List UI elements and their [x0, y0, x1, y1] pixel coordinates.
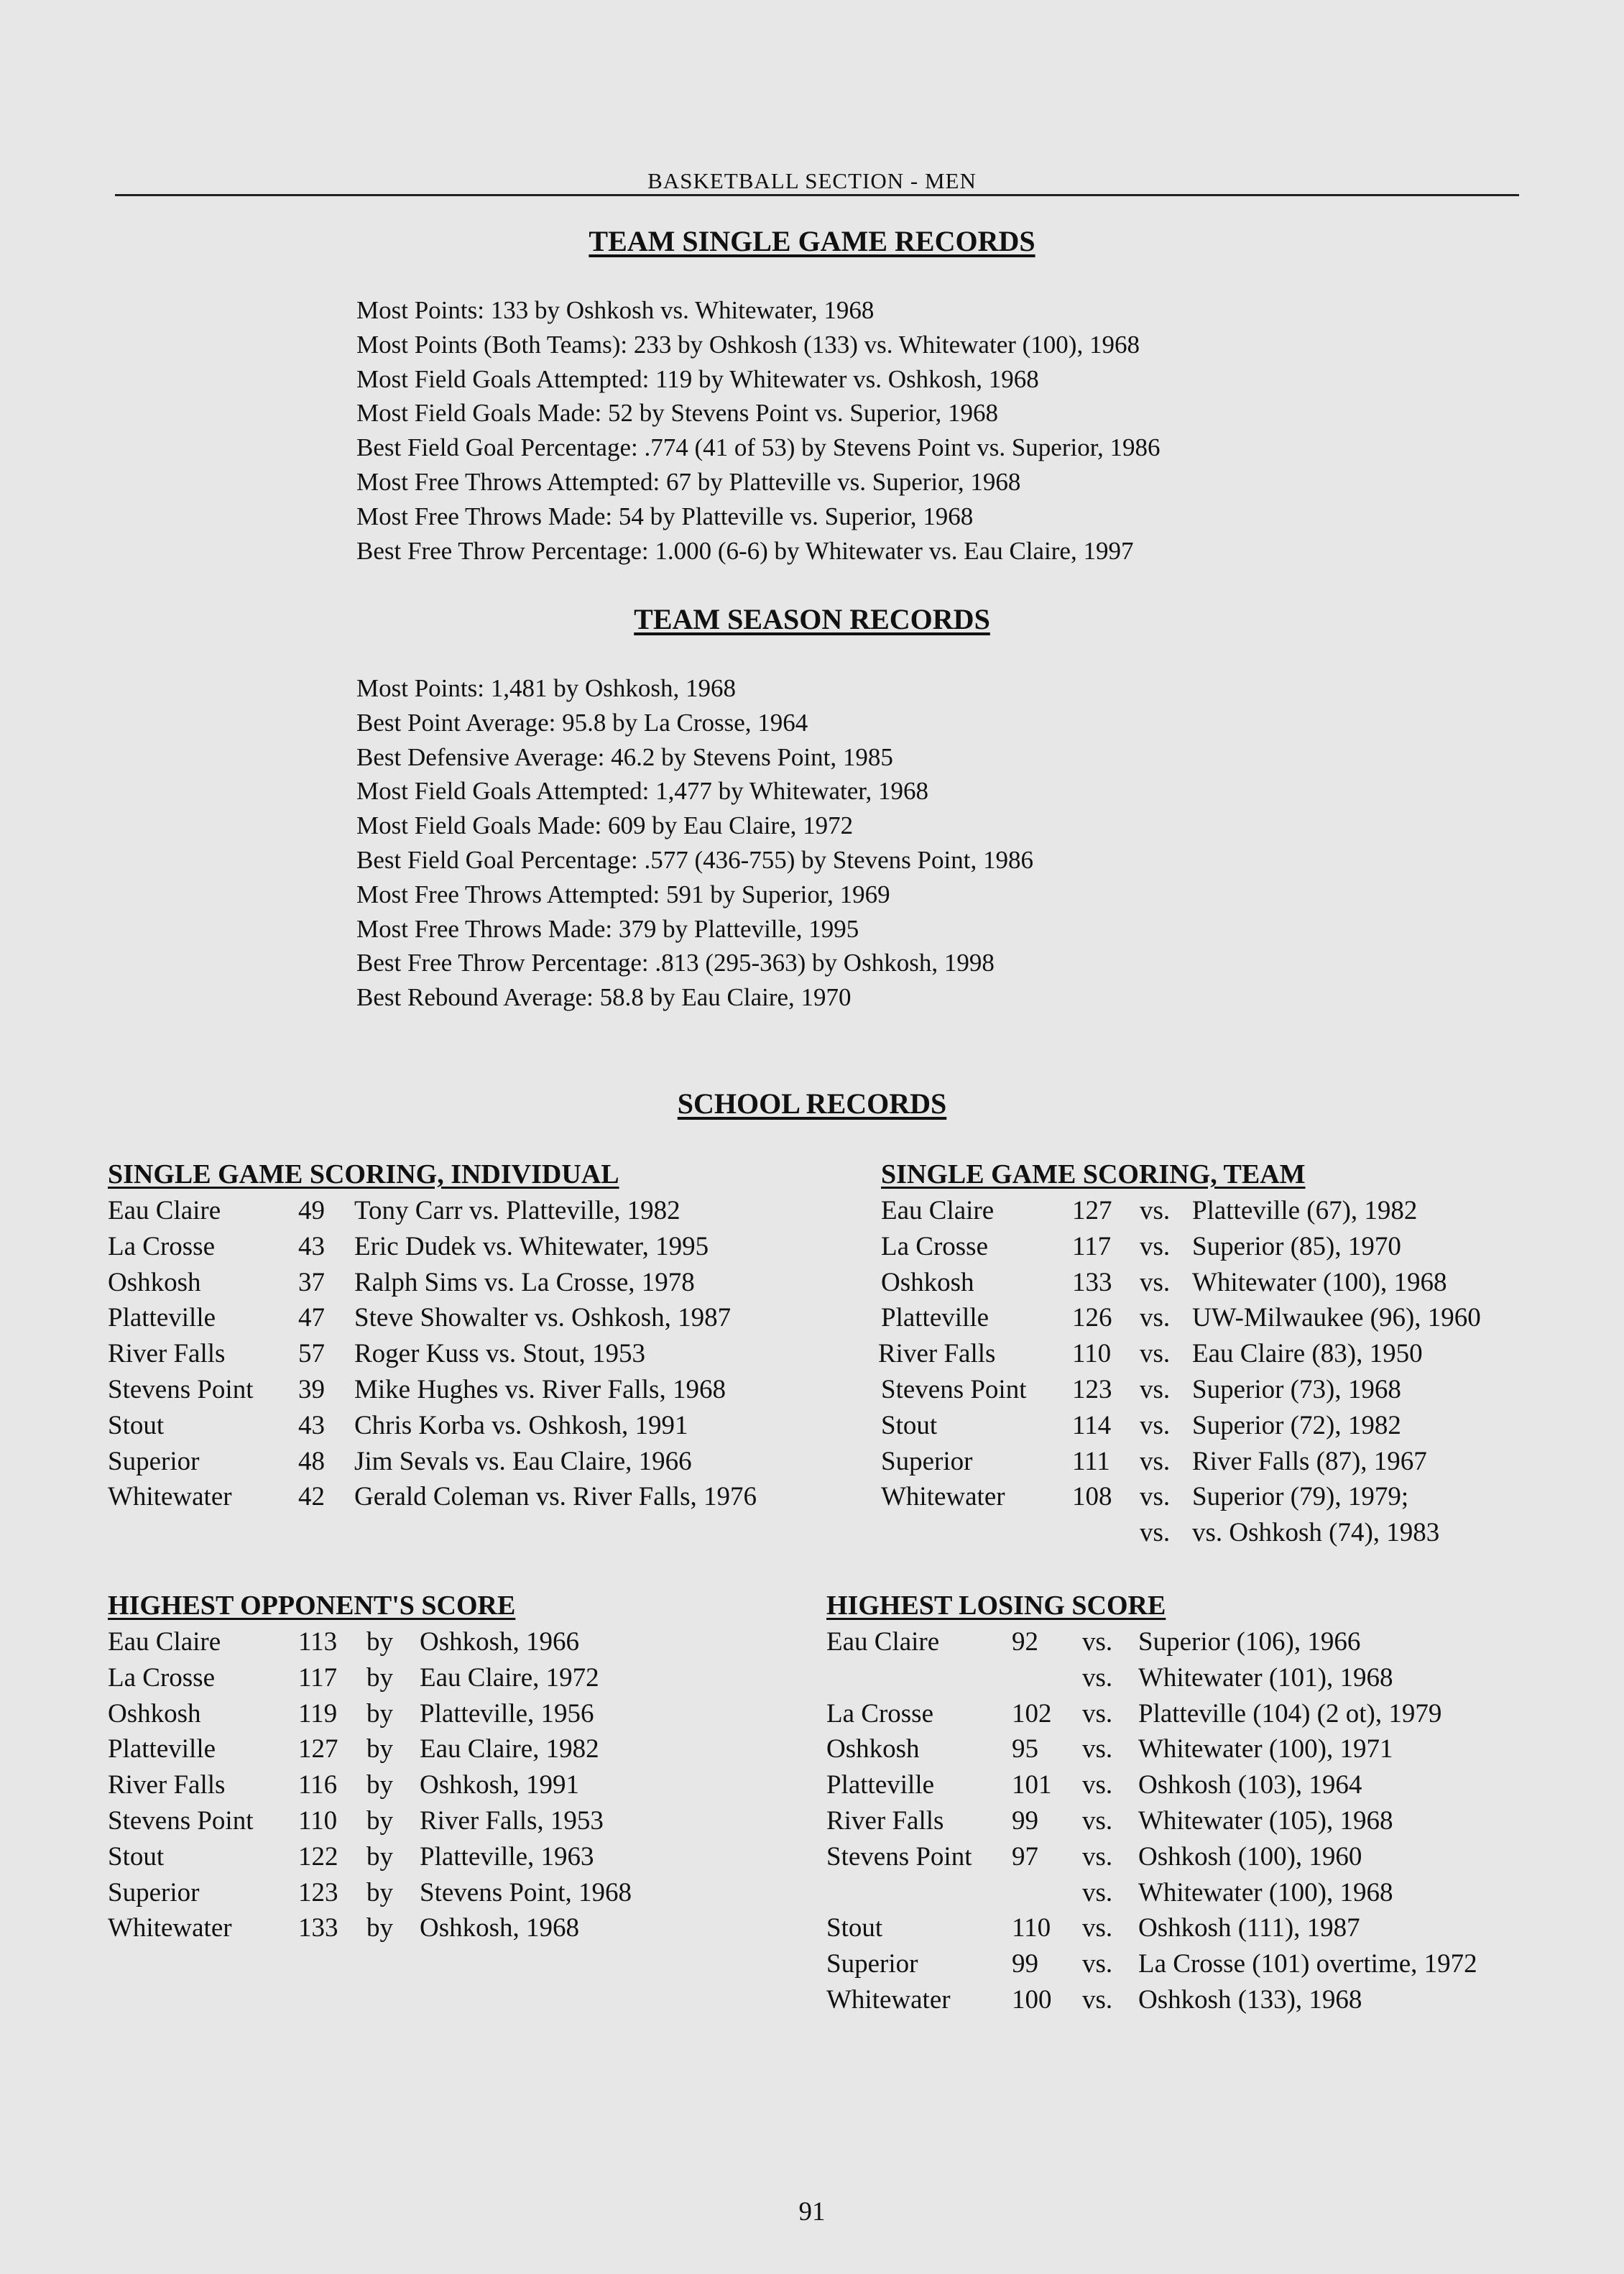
table-row	[108, 1229, 869, 1265]
vs-cell: vs.	[1082, 1877, 1113, 1907]
opponent-cell: Platteville (67), 1982	[1192, 1196, 1418, 1225]
record-line: Most Field Goals Attempted: 1,477 by Whitewater, 1968	[356, 777, 929, 806]
points-cell: 37	[298, 1267, 325, 1297]
table-row	[108, 1875, 826, 1911]
vs-cell: vs.	[1140, 1482, 1171, 1512]
score-cell: 114	[1072, 1410, 1112, 1440]
table-row	[108, 1444, 869, 1480]
table-row	[826, 1731, 1595, 1767]
opponent-cell: Eau Claire, 1972	[420, 1662, 599, 1693]
table-row	[826, 1803, 1595, 1839]
highest-losing-score-title: HIGHEST LOSING SCORE	[826, 1591, 1166, 1621]
table-row	[878, 1479, 1597, 1515]
highest-losing-score-table	[826, 1624, 1595, 2018]
school-cell: Stevens Point	[881, 1374, 1027, 1404]
record-line: Most Free Throws Made: 54 by Platteville vs. Superior, 1968	[356, 502, 974, 530]
vs-cell: vs.	[1140, 1518, 1171, 1548]
table-row	[878, 1300, 1597, 1336]
school-cell: La Crosse	[826, 1698, 933, 1728]
table-row	[108, 1839, 826, 1875]
section-label: BASKETBALL SECTION - MEN	[647, 168, 977, 193]
record-line: Most Field Goals Made: 609 by Eau Claire, 1972	[356, 811, 854, 840]
opponent-cell: Oshkosh, 1968	[420, 1913, 580, 1943]
record-line: Best Field Goal Percentage: .774 (41 of 53) by Stevens Point vs. Superior, 1986	[356, 433, 1161, 462]
vs-cell: vs.	[1140, 1374, 1171, 1404]
header-rule	[115, 194, 1519, 196]
score-cell: 119	[298, 1698, 338, 1728]
score-cell: 101	[1012, 1770, 1052, 1800]
opponent-cell: UW-Milwaukee (96), 1960	[1192, 1303, 1481, 1333]
vs-cell: vs.	[1082, 1627, 1113, 1657]
record-line: Most Points: 133 by Oshkosh vs. Whitewater, 1968	[356, 296, 875, 324]
team-season-list	[356, 671, 1033, 1015]
score-cell: 117	[298, 1662, 338, 1693]
school-cell: Stout	[881, 1410, 938, 1440]
school-cell: Eau Claire	[108, 1627, 221, 1657]
points-cell: 57	[298, 1339, 325, 1369]
school-cell: River Falls	[108, 1770, 226, 1800]
score-cell: 97	[1012, 1841, 1038, 1872]
table-row	[826, 1875, 1595, 1911]
record-line: Best Rebound Average: 58.8 by Eau Claire, 1970	[356, 983, 852, 1012]
opponent-cell: Superior (73), 1968	[1192, 1374, 1401, 1404]
school-cell: Oshkosh	[108, 1698, 201, 1728]
score-cell: 92	[1012, 1627, 1038, 1657]
table-row	[826, 1624, 1595, 1660]
points-cell: 47	[298, 1303, 325, 1333]
opponent-cell: Oshkosh (103), 1964	[1138, 1770, 1362, 1800]
by-cell: by	[366, 1698, 393, 1728]
opponent-cell: Stevens Point, 1968	[420, 1877, 632, 1907]
points-cell: 43	[298, 1231, 325, 1261]
record-cell: Mike Hughes vs. River Falls, 1968	[354, 1374, 726, 1404]
opponent-cell: vs. Oshkosh (74), 1983	[1192, 1518, 1440, 1548]
vs-cell: vs.	[1082, 1841, 1113, 1872]
record-line: Best Free Throw Percentage: .813 (295-363) by Oshkosh, 1998	[356, 949, 995, 977]
score-cell: 111	[1072, 1446, 1110, 1476]
by-cell: by	[366, 1627, 393, 1657]
vs-cell: vs.	[1140, 1267, 1171, 1297]
vs-cell: vs.	[1140, 1231, 1171, 1261]
score-cell: 108	[1072, 1482, 1112, 1512]
school-cell: Platteville	[826, 1770, 935, 1800]
table-row	[108, 1193, 869, 1229]
table-row	[108, 1336, 869, 1372]
score-cell: 117	[1072, 1231, 1112, 1261]
opponent-cell: Oshkosh, 1991	[420, 1770, 580, 1800]
team-single-game-list	[356, 293, 1160, 568]
score-cell: 123	[298, 1877, 338, 1907]
school-cell: Platteville	[108, 1303, 216, 1333]
opponent-cell: River Falls (87), 1967	[1192, 1446, 1427, 1476]
school-cell: Stout	[826, 1913, 883, 1943]
table-row	[826, 1839, 1595, 1875]
table-row	[878, 1193, 1597, 1229]
score-cell: 122	[298, 1841, 338, 1872]
school-cell: Platteville	[108, 1734, 216, 1764]
score-cell: 110	[298, 1805, 338, 1836]
school-cell: Stevens Point	[826, 1841, 972, 1872]
school-cell: Eau Claire	[108, 1196, 221, 1225]
score-cell: 113	[298, 1627, 338, 1657]
score-cell: 100	[1012, 1984, 1052, 2015]
school-cell: Superior	[108, 1446, 200, 1476]
vs-cell: vs.	[1082, 1662, 1113, 1693]
record-line: Most Field Goals Made: 52 by Stevens Point vs. Superior, 1968	[356, 399, 999, 428]
points-cell: 43	[298, 1410, 325, 1440]
school-cell: Superior	[108, 1877, 200, 1907]
school-cell: Oshkosh	[108, 1267, 201, 1297]
table-row	[878, 1372, 1597, 1408]
score-cell: 127	[298, 1734, 338, 1764]
school-cell: Whitewater	[881, 1482, 1005, 1512]
opponent-cell: Superior (106), 1966	[1138, 1627, 1361, 1657]
vs-cell: vs.	[1082, 1805, 1113, 1836]
record-cell: Chris Korba vs. Oshkosh, 1991	[354, 1410, 688, 1440]
table-row	[826, 1660, 1595, 1696]
table-row	[108, 1624, 826, 1660]
school-cell: Stout	[108, 1841, 165, 1872]
opponent-cell: Oshkosh, 1966	[420, 1627, 580, 1657]
score-cell: 126	[1072, 1303, 1112, 1333]
table-row	[878, 1515, 1597, 1551]
by-cell: by	[366, 1662, 393, 1693]
school-cell: Superior	[826, 1949, 918, 1979]
table-row	[108, 1408, 869, 1444]
school-cell: River Falls	[108, 1339, 226, 1369]
highest-opponent-score-table	[108, 1624, 826, 1946]
opponent-cell: Platteville, 1963	[420, 1841, 594, 1872]
opponent-cell: Superior (79), 1979;	[1192, 1482, 1409, 1512]
by-cell: by	[366, 1877, 393, 1907]
record-cell: Jim Sevals vs. Eau Claire, 1966	[354, 1446, 692, 1476]
table-row	[108, 1696, 826, 1732]
opponent-cell: Eau Claire (83), 1950	[1192, 1339, 1423, 1369]
record-line: Best Field Goal Percentage: .577 (436-755) by Stevens Point, 1986	[356, 845, 1033, 874]
table-row	[826, 1910, 1595, 1946]
record-cell: Ralph Sims vs. La Crosse, 1978	[354, 1267, 695, 1297]
opponent-cell: Platteville (104) (2 ot), 1979	[1138, 1698, 1442, 1728]
opponent-cell: La Crosse (101) overtime, 1972	[1138, 1949, 1477, 1979]
team-single-game-title: TEAM SINGLE GAME RECORDS	[589, 225, 1035, 257]
score-cell: 99	[1012, 1805, 1038, 1836]
school-cell: Oshkosh	[826, 1734, 920, 1764]
table-row	[108, 1479, 869, 1515]
by-cell: by	[366, 1805, 393, 1836]
vs-cell: vs.	[1140, 1303, 1171, 1333]
opponent-cell: Oshkosh (100), 1960	[1138, 1841, 1362, 1872]
single-game-team-title: SINGLE GAME SCORING, TEAM	[881, 1159, 1306, 1189]
table-row	[108, 1767, 826, 1803]
opponent-cell: River Falls, 1953	[420, 1805, 604, 1836]
record-line: Most Free Throws Attempted: 67 by Platteville vs. Superior, 1968	[356, 467, 1021, 496]
table-row	[826, 1946, 1595, 1982]
record-line: Most Points: 1,481 by Oshkosh, 1968	[356, 674, 736, 702]
vs-cell: vs.	[1082, 1698, 1113, 1728]
table-row	[108, 1910, 826, 1946]
table-row	[108, 1372, 869, 1408]
vs-cell: vs.	[1082, 1949, 1113, 1979]
score-cell: 95	[1012, 1734, 1038, 1764]
single-game-team-table	[878, 1193, 1597, 1551]
table-row	[878, 1336, 1597, 1372]
score-cell: 110	[1012, 1913, 1051, 1943]
table-row	[108, 1731, 826, 1767]
school-cell: La Crosse	[108, 1231, 215, 1261]
points-cell: 48	[298, 1446, 325, 1476]
opponent-cell: Eau Claire, 1982	[420, 1734, 599, 1764]
table-row	[826, 1767, 1595, 1803]
opponent-cell: Whitewater (100), 1968	[1138, 1877, 1393, 1907]
school-cell: La Crosse	[881, 1231, 988, 1261]
table-row	[108, 1660, 826, 1696]
record-cell: Eric Dudek vs. Whitewater, 1995	[354, 1231, 709, 1261]
opponent-cell: Whitewater (101), 1968	[1138, 1662, 1393, 1693]
record-cell: Roger Kuss vs. Stout, 1953	[354, 1339, 645, 1369]
table-row	[108, 1265, 869, 1301]
table-row	[826, 1982, 1595, 2018]
vs-cell: vs.	[1082, 1984, 1113, 2015]
opponent-cell: Whitewater (100), 1968	[1192, 1267, 1447, 1297]
school-cell: Stevens Point	[108, 1374, 254, 1404]
score-cell: 133	[1072, 1267, 1112, 1297]
vs-cell: vs.	[1140, 1410, 1171, 1440]
school-cell: Oshkosh	[881, 1267, 974, 1297]
record-line: Most Free Throws Made: 379 by Platteville, 1995	[356, 914, 859, 943]
team-season-title: TEAM SEASON RECORDS	[634, 603, 990, 635]
score-cell: 133	[298, 1913, 338, 1943]
table-row	[878, 1408, 1597, 1444]
score-cell: 123	[1072, 1374, 1112, 1404]
opponent-cell: Platteville, 1956	[420, 1698, 594, 1728]
vs-cell: vs.	[1082, 1913, 1113, 1943]
vs-cell: vs.	[1082, 1770, 1113, 1800]
record-cell: Tony Carr vs. Platteville, 1982	[354, 1196, 680, 1225]
points-cell: 39	[298, 1374, 325, 1404]
by-cell: by	[366, 1734, 393, 1764]
by-cell: by	[366, 1841, 393, 1872]
school-cell: Stout	[108, 1410, 165, 1440]
table-row	[108, 1803, 826, 1839]
table-row	[878, 1229, 1597, 1265]
school-cell: River Falls	[826, 1805, 944, 1836]
page-number: 91	[798, 2197, 826, 2227]
highest-opponent-score-title: HIGHEST OPPONENT'S SCORE	[108, 1591, 516, 1621]
school-cell: Eau Claire	[881, 1196, 995, 1225]
opponent-cell: Oshkosh (133), 1968	[1138, 1984, 1362, 2015]
school-cell: Superior	[881, 1446, 973, 1476]
opponent-cell: Whitewater (105), 1968	[1138, 1805, 1393, 1836]
score-cell: 102	[1012, 1698, 1052, 1728]
school-cell: Eau Claire	[826, 1627, 940, 1657]
vs-cell: vs.	[1140, 1196, 1171, 1225]
table-row	[826, 1696, 1595, 1732]
record-line: Most Field Goals Attempted: 119 by Whitewater vs. Oshkosh, 1968	[356, 364, 1039, 393]
single-game-individual-title: SINGLE GAME SCORING, INDIVIDUAL	[108, 1159, 619, 1189]
school-cell: Whitewater	[108, 1913, 232, 1943]
record-cell: Steve Showalter vs. Oshkosh, 1987	[354, 1303, 732, 1333]
table-row	[878, 1444, 1597, 1480]
single-game-individual-table	[108, 1193, 869, 1515]
score-cell: 127	[1072, 1196, 1112, 1225]
table-row	[108, 1300, 869, 1336]
by-cell: by	[366, 1770, 393, 1800]
record-line: Best Defensive Average: 46.2 by Stevens Point, 1985	[356, 742, 893, 771]
vs-cell: vs.	[1140, 1446, 1171, 1476]
points-cell: 49	[298, 1196, 325, 1225]
record-line: Best Point Average: 95.8 by La Crosse, 1964	[356, 708, 808, 737]
record-cell: Gerald Coleman vs. River Falls, 1976	[354, 1482, 757, 1512]
opponent-cell: Superior (85), 1970	[1192, 1231, 1401, 1261]
school-cell: La Crosse	[108, 1662, 215, 1693]
vs-cell: vs.	[1140, 1339, 1171, 1369]
points-cell: 42	[298, 1482, 325, 1512]
record-line: Most Free Throws Attempted: 591 by Superior, 1969	[356, 880, 890, 908]
record-line: Most Points (Both Teams): 233 by Oshkosh (133) vs. Whitewater (100), 1968	[356, 330, 1140, 359]
opponent-cell: Superior (72), 1982	[1192, 1410, 1401, 1440]
score-cell: 99	[1012, 1949, 1038, 1979]
record-line: Best Free Throw Percentage: 1.000 (6-6) by Whitewater vs. Eau Claire, 1997	[356, 536, 1134, 565]
school-cell: Whitewater	[108, 1482, 232, 1512]
score-cell: 110	[1072, 1339, 1112, 1369]
school-cell: River Falls	[878, 1339, 996, 1369]
vs-cell: vs.	[1082, 1734, 1113, 1764]
school-records-title: SCHOOL RECORDS	[677, 1087, 947, 1120]
score-cell: 116	[298, 1770, 338, 1800]
table-row	[878, 1265, 1597, 1301]
school-cell: Whitewater	[826, 1984, 951, 2015]
opponent-cell: Whitewater (100), 1971	[1138, 1734, 1393, 1764]
school-cell: Stevens Point	[108, 1805, 254, 1836]
opponent-cell: Oshkosh (111), 1987	[1138, 1913, 1360, 1943]
school-cell: Platteville	[881, 1303, 989, 1333]
by-cell: by	[366, 1913, 393, 1943]
